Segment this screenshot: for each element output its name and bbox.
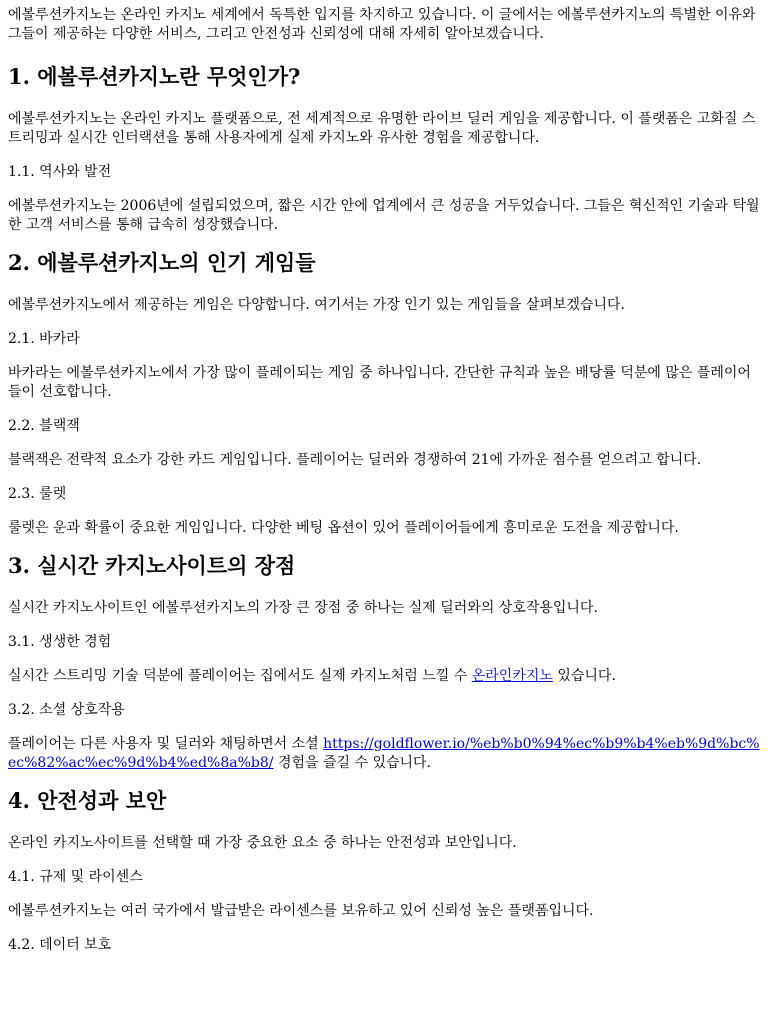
section-1-body: 에볼루션카지노는 온라인 카지노 플랫폼으로, 전 세계적으로 유명한 라이브 딜러 게임을 제공합니다. 이 플랫폼은 고화질 스트리밍과 실시간 인터랙션을 통해 사용자에게 실제 카지노와 유사한 경험을 제공합니다. [8, 111, 756, 146]
section-2-body: 에볼루션카지노에서 제공하는 게임은 다양합니다. 여기서는 가장 인기 있는 게임들을 살펴보겠습니다. [8, 297, 625, 313]
subsection-3-2-body [8, 735, 760, 773]
subsection-3-1-text-before: 실시간 스트리밍 기술 덕분에 플레이어는 집에서도 실제 카지노처럼 느낄 수 [8, 668, 472, 684]
section-4-body: 온라인 카지노사이트를 선택할 때 가장 중요한 요소 중 하나는 안전성과 보안입니다. [8, 835, 517, 851]
subsection-4-1-body: 에볼루션카지노는 여러 국가에서 발급받은 라이센스를 보유하고 있어 신뢰성 높은 플랫폼입니다. [8, 903, 594, 919]
section-3-heading: 3. 실시간 카지노사이트의 장점 [8, 553, 296, 578]
subsection-3-2-title: 3.2. 소셜 상호작용 [8, 702, 125, 718]
subsection-4-1-title: 4.1. 규제 및 라이센스 [8, 869, 143, 885]
subsection-2-3-title: 2.3. 룰렛 [8, 486, 67, 502]
subsection-3-1-body [8, 667, 760, 686]
subsection-1-1-body: 에볼루션카지노는 2006년에 설립되었으며, 짧은 시간 안에 업계에서 큰 성공을 거두었습니다. 그들은 혁신적인 기술과 탁월한 고객 서비스를 통해 급속히 성장했습니다. [8, 198, 760, 233]
online-casino-link[interactable]: 온라인카지노 [471, 668, 553, 684]
section-3-body: 실시간 카지노사이트인 에볼루션카지노의 가장 큰 장점 중 하나는 실제 딜러와의 상호작용입니다. [8, 600, 598, 616]
subsection-2-2-body: 블랙잭은 전략적 요소가 강한 카드 게임입니다. 플레이어는 딜러와 경쟁하여 21에 가까운 점수를 얻으려고 합니다. [8, 452, 702, 468]
subsection-2-3-body: 룰렛은 운과 확률이 중요한 게임입니다. 다양한 베팅 옵션이 있어 플레이어들에게 흥미로운 도전을 제공합니다. [8, 520, 679, 536]
subsection-4-2-title: 4.2. 데이터 보호 [8, 937, 112, 953]
subsection-1-1-title: 1.1. 역사와 발전 [8, 164, 112, 180]
section-1-heading: 1. 에볼루션카지노란 무엇인가? [8, 64, 301, 89]
section-2-heading: 2. 에볼루션카지노의 인기 게임들 [8, 250, 316, 275]
goldflower-url-link[interactable]: https://goldflower.io/%eb%b0%94%ec%b9%b4%eb%9d%bc%ec%82%ac%ec%9d%b4%ed%8a%b8/ [8, 736, 760, 771]
subsection-3-1-text-after: 있습니다. [552, 668, 616, 684]
subsection-2-1-body: 바카라는 에볼루션카지노에서 가장 많이 플레이되는 게임 중 하나입니다. 간단한 규칙과 높은 배당률 덕분에 많은 플레이어들이 선호합니다. [8, 365, 751, 400]
subsection-2-2-title: 2.2. 블랙잭 [8, 418, 80, 434]
subsection-3-1-title: 3.1. 생생한 경험 [8, 634, 112, 650]
subsection-2-1-title: 2.1. 바카라 [8, 331, 80, 347]
subsection-3-2-text-before: 플레이어는 다른 사용자 및 딜러와 채팅하면서 소셜 [8, 736, 324, 752]
intro-paragraph: 에볼루션카지노는 온라인 카지노 세계에서 독특한 입지를 차지하고 있습니다. 이 글에서는 에볼루션카지노의 특별한 이유와 그들이 제공하는 다양한 서비스, 그리고 안전성과 신뢰성에 대해 자세히 알아보겠습니다. [8, 7, 756, 42]
section-4-heading: 4. 안전성과 보안 [8, 788, 167, 813]
subsection-3-2-text-after: 경험을 즐길 수 있습니다. [273, 755, 432, 771]
